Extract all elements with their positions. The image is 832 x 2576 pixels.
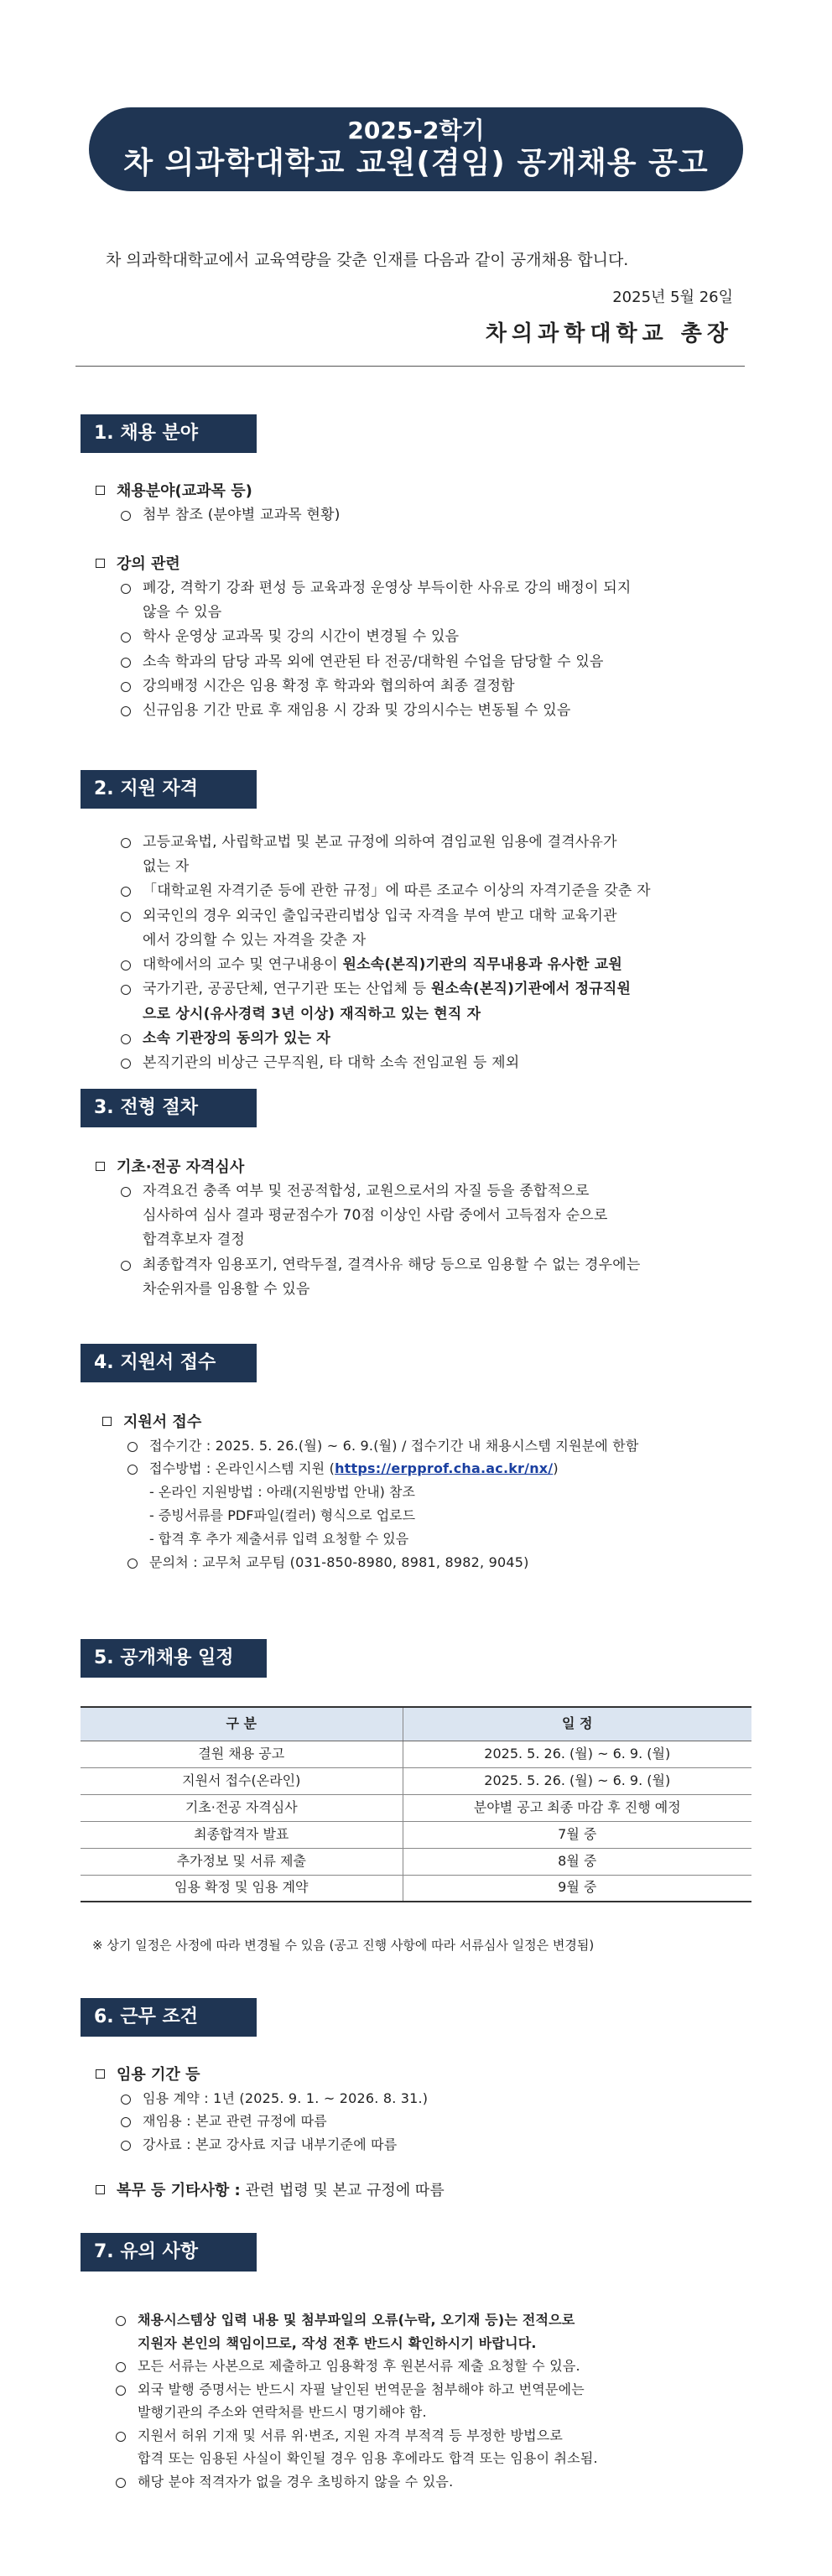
sub-item: - 온라인 지원방법 : 아래(지원방법 안내) 참조	[149, 1483, 415, 1500]
circle-bullet-icon	[127, 1442, 138, 1452]
list-item: 해당 분야 적격자가 없을 경우 초빙하지 않을 수 있음.	[87, 2470, 762, 2494]
circle-bullet-icon	[121, 985, 131, 995]
circle-bullet-icon	[121, 1034, 131, 1044]
square-bullet-icon	[96, 2069, 105, 2079]
section-header-3: 3. 전형 절차	[81, 1089, 257, 1127]
lecture-heading: 강의 관련	[92, 553, 748, 576]
duty-heading: 복무 등 기타사항 : 관련 법령 및 본교 규정에 따름	[92, 2179, 748, 2203]
section-header-5: 5. 공개채용 일정	[81, 1639, 267, 1678]
list-item: 폐강, 격학기 강좌 편성 등 교육과정 운영상 부득이한 사유로 강의 배정이 되지 않을 수 있음	[92, 576, 748, 625]
section-1-body	[92, 480, 748, 723]
square-bullet-icon	[96, 559, 105, 568]
section-3-body	[92, 1156, 748, 1302]
list-item: 신규임용 기간 만료 후 재임용 시 강좌 및 강의시수는 변동될 수 있음	[92, 699, 748, 723]
sub-item: - 증빙서류를 PDF파일(컬러) 형식으로 업로드	[149, 1507, 416, 1523]
square-bullet-icon	[96, 486, 105, 495]
circle-bullet-icon	[121, 1261, 131, 1271]
section-6-body	[92, 2063, 748, 2203]
list-item: 첨부 참조 (분야별 교과목 현황)	[92, 503, 748, 528]
table-row: 지원서 접수(온라인) 2025. 5. 26. (월) ~ 6. 9. (월)	[81, 1767, 751, 1794]
circle-bullet-icon	[121, 2117, 131, 2127]
sub-item: - 합격 후 추가 제출서류 입력 요청할 수 있음	[149, 1530, 409, 1547]
application-heading: 지원서 접수	[99, 1411, 748, 1434]
schedule-note: ※ 상기 일정은 사정에 따라 변경될 수 있음 (공고 진행 사항에 따라 서류심사 일정은 변경됨)	[92, 1938, 595, 1953]
section-7-body	[87, 2308, 762, 2493]
intro-text: 차 의과학대학교에서 교육역량을 갖춘 인재를 다음과 같이 공개채용 합니다.	[106, 251, 629, 269]
section-header-2: 2. 지원 자격	[81, 770, 257, 809]
circle-bullet-icon	[121, 838, 131, 848]
circle-bullet-icon	[121, 682, 131, 692]
list-item: 지원서 허위 기재 및 서류 위·변조, 지원 자격 부적격 등 부정한 방법으로 합격 또는 임용된 사실이 확인될 경우 임용 후에라도 합격 또는 임용이 취소됨.	[87, 2424, 762, 2470]
circle-bullet-icon	[116, 2432, 126, 2442]
section-header-6: 6. 근무 조건	[81, 1998, 257, 2037]
column-header: 일 정	[403, 1707, 751, 1741]
list-item: 임용 계약 : 1년 (2025. 9. 1. ~ 2026. 8. 31.)	[92, 2087, 748, 2110]
list-item: 접수방법 : 온라인시스템 지원 (https://erpprof.cha.ac.kr/nx/)	[99, 1457, 748, 1481]
circle-bullet-icon	[121, 658, 131, 668]
term-heading: 임용 기간 등	[92, 2063, 748, 2087]
table-row: 추가정보 및 서류 제출 8월 중	[81, 1848, 751, 1875]
page-title: 차 의과학대학교 교원(겸임) 공개채용 공고	[123, 146, 709, 181]
circle-bullet-icon	[121, 2095, 131, 2105]
section-header-1: 1. 채용 분야	[81, 414, 257, 453]
circle-bullet-icon	[121, 2141, 131, 2151]
application-link[interactable]: https://erpprof.cha.ac.kr/nx/	[335, 1460, 554, 1477]
screening-heading: 기초·전공 자격심사	[92, 1156, 748, 1179]
section-2-body	[92, 830, 748, 1075]
list-item: 접수기간 : 2025. 5. 26.(월) ~ 6. 9.(월) / 접수기간 내 채용시스템 지원분에 한함	[99, 1434, 748, 1458]
circle-bullet-icon	[116, 2362, 126, 2372]
list-item: 재임용 : 본교 관련 규정에 따름	[92, 2110, 748, 2133]
list-item: 강의배정 시간은 임용 확정 후 학과와 협의하여 최종 결정함	[92, 674, 748, 699]
table-row: 임용 확정 및 임용 계약 9월 중	[81, 1875, 751, 1902]
circle-bullet-icon	[121, 912, 131, 922]
list-item: 모든 서류는 사본으로 제출하고 임용확정 후 원본서류 제출 요청할 수 있음.	[87, 2355, 762, 2378]
square-bullet-icon	[96, 1162, 105, 1171]
circle-bullet-icon	[121, 960, 131, 971]
column-header: 구 분	[81, 1707, 403, 1741]
list-item: 학사 운영상 교과목 및 강의 시간이 변경될 수 있음	[92, 625, 748, 649]
circle-bullet-icon	[121, 632, 131, 643]
circle-bullet-icon	[121, 511, 131, 521]
table-header-row	[81, 1707, 751, 1741]
list-item: 소속 기관장의 동의가 있는 자	[92, 1027, 748, 1051]
circle-bullet-icon	[116, 2316, 126, 2326]
circle-bullet-icon	[121, 1187, 131, 1197]
list-item: 외국 발행 증명서는 반드시 자필 날인된 번역문을 첨부해야 하고 번역문에는 발행기관의 주소와 연락처를 반드시 명기해야 함.	[87, 2378, 762, 2424]
list-item: 본직기관의 비상근 근무직원, 타 대학 소속 전임교원 등 제외	[92, 1051, 748, 1075]
list-item: 「대학교원 자격기준 등에 관한 규정」에 따른 조교수 이상의 자격기준을 갖춘 자	[92, 879, 748, 903]
list-item: 자격요건 충족 여부 및 전공적합성, 교원으로서의 자질 등을 종합적으로 심사하여 심사 결과 평균점수가 70점 이상인 사람 중에서 고득점자 순으로 합격후보자 결정	[92, 1179, 748, 1253]
circle-bullet-icon	[121, 887, 131, 897]
circle-bullet-icon	[116, 2478, 126, 2488]
table-row: 결원 채용 공고 2025. 5. 26. (월) ~ 6. 9. (월)	[81, 1741, 751, 1767]
circle-bullet-icon	[127, 1559, 138, 1569]
circle-bullet-icon	[121, 706, 131, 716]
circle-bullet-icon	[121, 1059, 131, 1069]
list-item: 국가기관, 공공단체, 연구기관 또는 산업체 등 원소속(본직)기관에서 정규직원 으로 상시(유사경력 3년 이상) 재직하고 있는 현직 자	[92, 977, 748, 1026]
square-bullet-icon	[102, 1417, 112, 1426]
list-item: 고등교육법, 사립학교법 및 본교 규정에 의하여 겸임교원 임용에 결격사유가 없는 자	[92, 830, 748, 879]
section-header-7: 7. 유의 사항	[81, 2233, 257, 2272]
divider	[75, 366, 745, 367]
section-header-4: 4. 지원서 접수	[81, 1344, 257, 1382]
announcement-date: 2025년 5월 26일	[612, 289, 733, 306]
list-item: 외국인의 경우 외국인 출입국관리법상 입국 자격을 부여 받고 대학 교육기관 에서 강의할 수 있는 자격을 갖춘 자	[92, 904, 748, 953]
list-item: 최종합격자 임용포기, 연락두절, 결격사유 해당 등으로 임용할 수 없는 경우에는 차순위자를 임용할 수 있음	[92, 1253, 748, 1302]
semester-title: 2025-2학기	[347, 116, 485, 144]
list-item: 채용시스템상 입력 내용 및 첨부파일의 오류(누락, 오기재 등)는 전적으로 지원자 본인의 책임이므로, 작성 전후 반드시 확인하시기 바랍니다.	[87, 2308, 762, 2355]
title-banner	[89, 107, 743, 191]
section-4-body	[99, 1411, 748, 1574]
circle-bullet-icon	[116, 2386, 126, 2396]
circle-bullet-icon	[127, 1465, 138, 1475]
list-item: 소속 학과의 담당 과목 외에 연관된 타 전공/대학원 수업을 담당할 수 있음	[92, 650, 748, 674]
square-bullet-icon	[96, 2185, 105, 2194]
list-item: 문의처 : 교무처 교무팀 (031-850-8980, 8981, 8982, 9045)	[99, 1551, 748, 1574]
circle-bullet-icon	[121, 584, 131, 594]
table-row: 기초·전공 자격심사 분야별 공고 최종 마감 후 진행 예정	[81, 1794, 751, 1821]
schedule-table	[81, 1706, 751, 1902]
signer: 차의과학대학교 총장	[485, 321, 733, 346]
field-heading: 채용분야(교과목 등)	[92, 480, 748, 503]
table-row: 최종합격자 발표 7월 중	[81, 1821, 751, 1848]
list-item: 강사료 : 본교 강사료 지급 내부기준에 따름	[92, 2133, 748, 2157]
list-item: 대학에서의 교수 및 연구내용이 원소속(본직)기관의 직무내용과 유사한 교원	[92, 953, 748, 977]
